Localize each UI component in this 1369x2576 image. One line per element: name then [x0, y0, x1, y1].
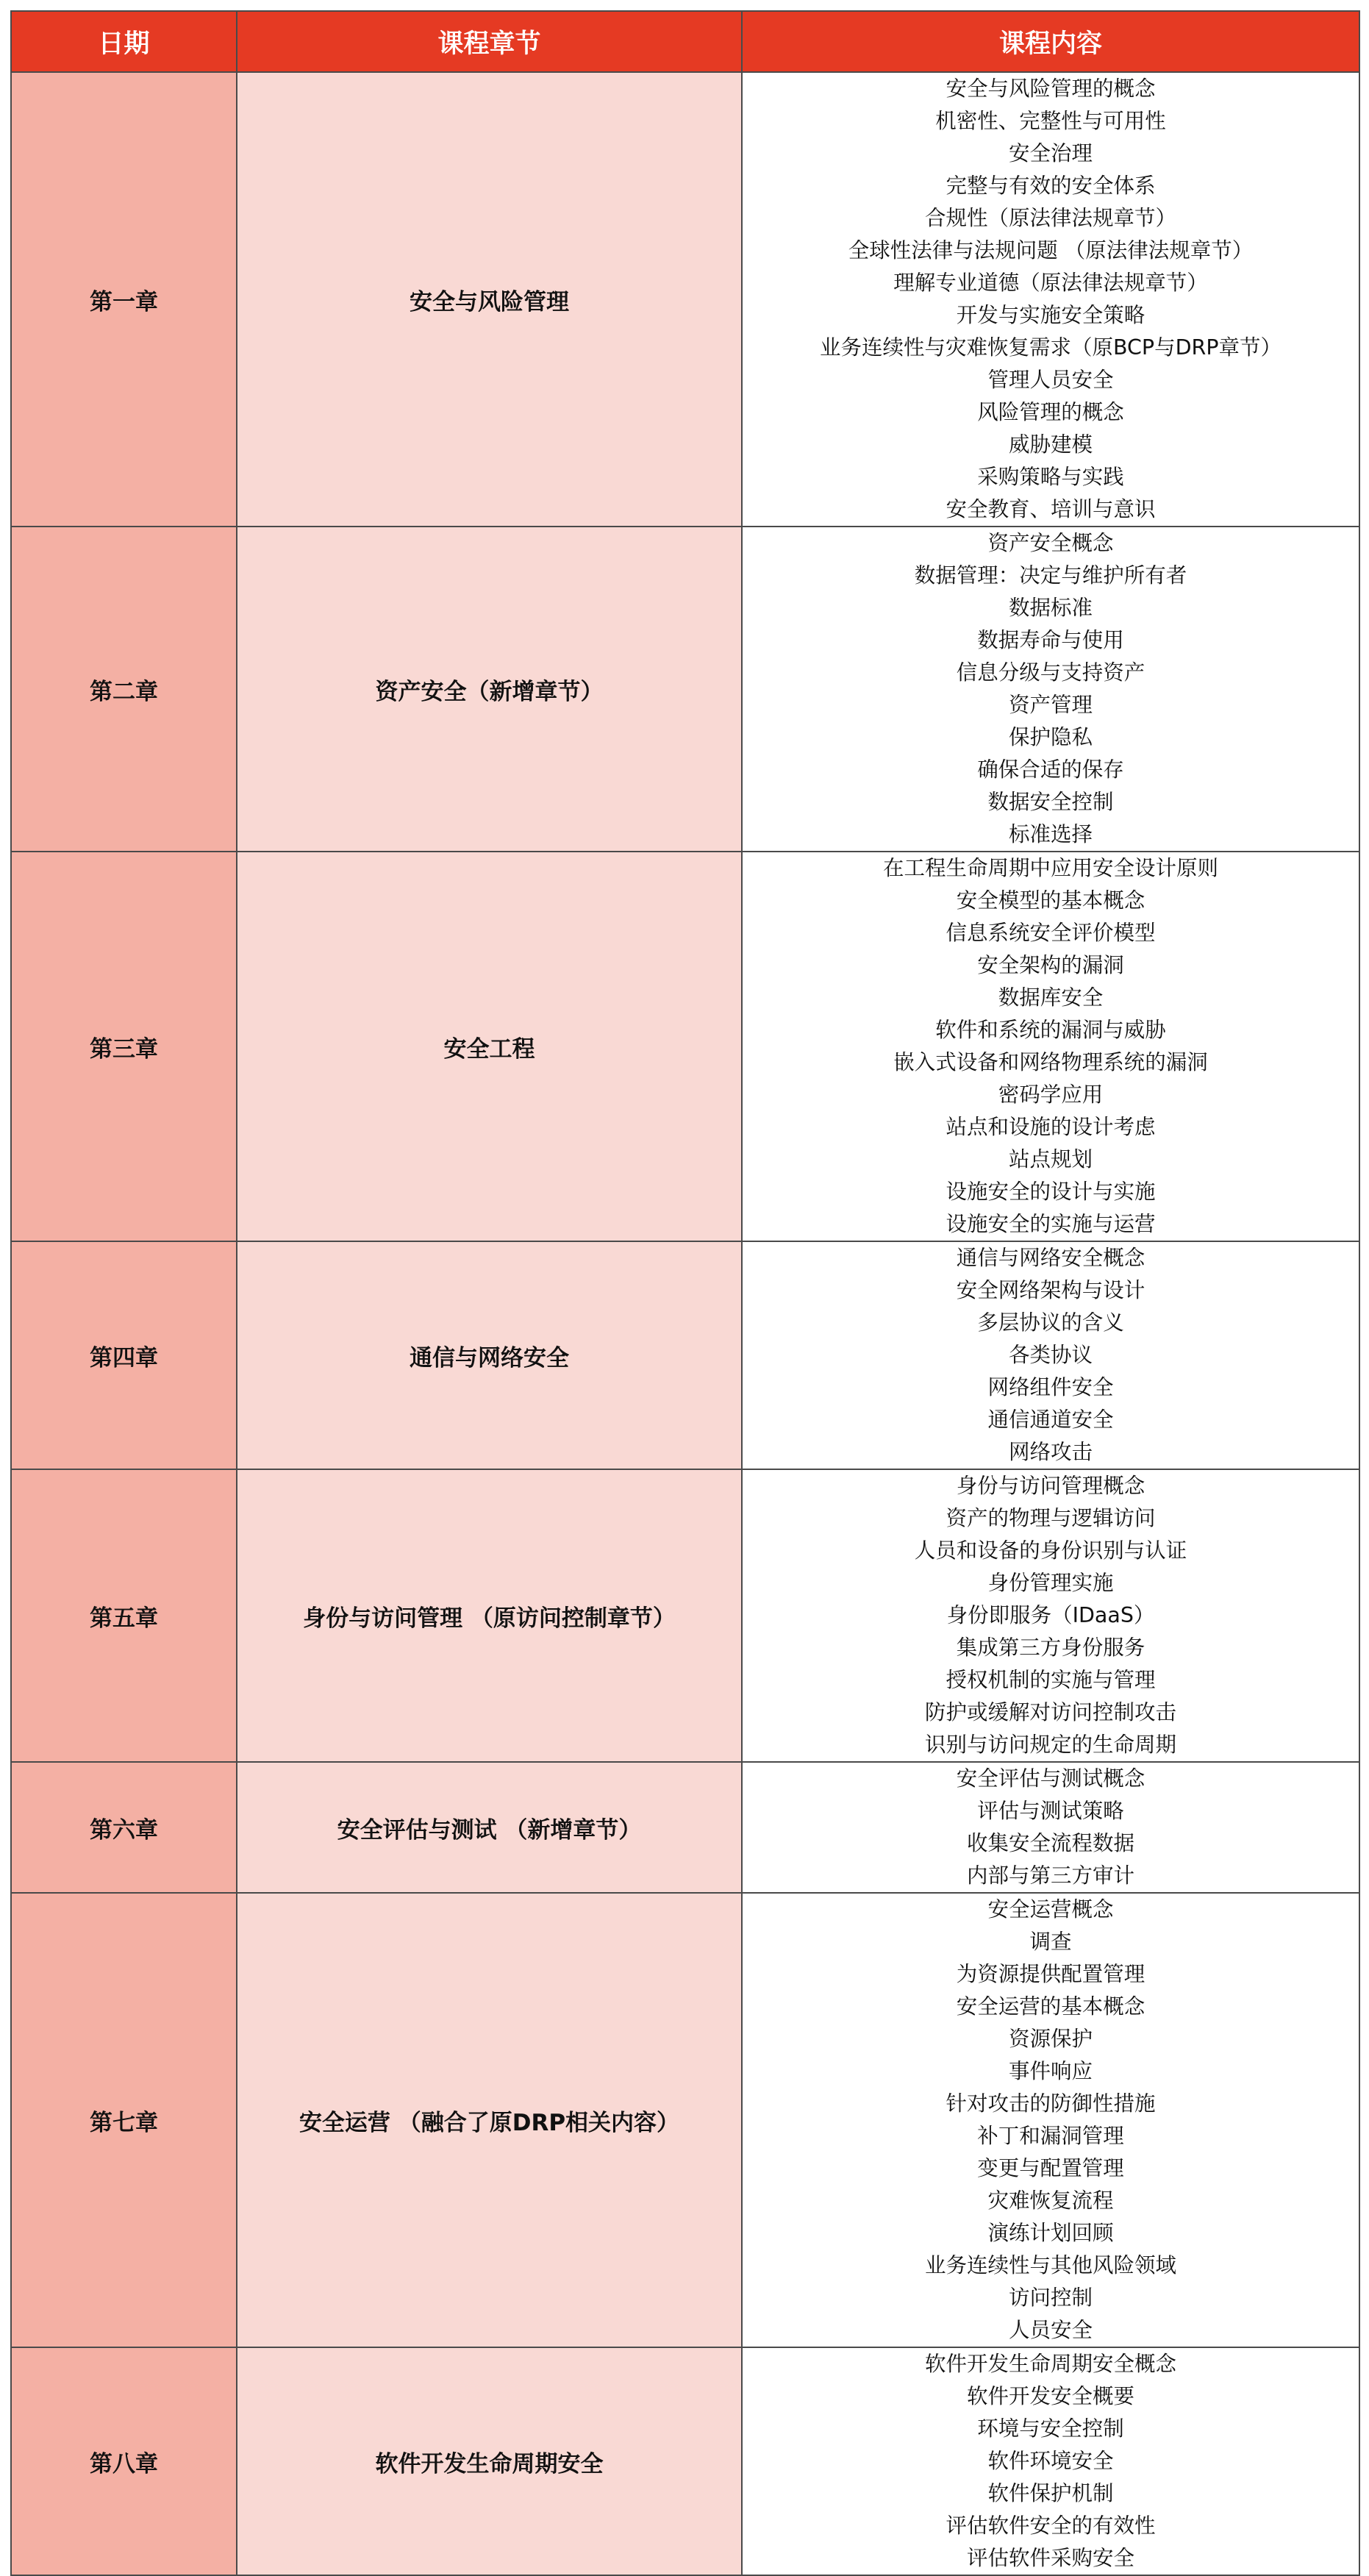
content-item: 威胁建模	[1008, 432, 1093, 457]
day-cell: 第一章	[11, 72, 237, 527]
content-item: 通信与网络安全概念	[956, 1246, 1145, 1270]
content-cell	[742, 1893, 1359, 2347]
content-item: 嵌入式设备和网络物理系统的漏洞	[893, 1050, 1208, 1074]
content-item: 密码学应用	[998, 1082, 1104, 1107]
content-item: 安全治理	[1008, 141, 1093, 165]
content-item: 数据安全控制	[987, 790, 1114, 814]
content-item: 设施安全的实施与运营	[946, 1212, 1156, 1236]
content-item: 在工程生命周期中应用安全设计原则	[882, 856, 1218, 880]
content-item: 数据标准	[1008, 596, 1093, 620]
table-row	[11, 852, 1359, 1241]
chapter-cell: 安全与风险管理	[237, 72, 742, 527]
header-content: 课程内容	[742, 11, 1359, 72]
content-item: 管理人员安全	[987, 368, 1114, 392]
table-row	[11, 72, 1359, 527]
content-item: 全球性法律与法规问题 （原法律法规章节）	[848, 238, 1254, 263]
content-item: 理解专业道德（原法律法规章节）	[893, 271, 1208, 295]
content-item: 演练计划回顾	[987, 2221, 1114, 2245]
content-item: 多层协议的含义	[977, 1310, 1124, 1335]
content-item: 采购策略与实践	[977, 465, 1124, 489]
content-cell	[742, 1762, 1359, 1893]
content-item: 安全教育、培训与意识	[946, 497, 1156, 521]
content-item: 风险管理的概念	[977, 400, 1124, 424]
table-row	[11, 527, 1359, 852]
day-cell: 第七章	[11, 1893, 237, 2347]
chapter-cell: 安全工程	[237, 852, 742, 1241]
content-item: 调查	[1029, 1930, 1072, 1954]
content-item: 授权机制的实施与管理	[946, 1668, 1156, 1692]
content-item: 评估软件采购安全	[966, 2546, 1134, 2570]
chapter-cell: 资产安全（新增章节）	[237, 527, 742, 852]
content-item: 业务连续性与其他风险领域	[924, 2253, 1176, 2277]
content-item: 安全架构的漏洞	[977, 953, 1124, 977]
content-item: 集成第三方身份服务	[956, 1635, 1145, 1660]
chapter-cell: 安全运营 （融合了原DRP相关内容）	[237, 1893, 742, 2347]
content-item: 信息系统安全评价模型	[946, 921, 1156, 945]
content-item: 开发与实施安全策略	[956, 303, 1145, 327]
content-item: 评估软件安全的有效性	[946, 2513, 1156, 2538]
content-item: 访问控制	[1008, 2286, 1093, 2310]
content-item: 身份即服务（IDaaS）	[946, 1603, 1155, 1627]
course-outline-table	[10, 10, 1360, 2576]
content-item: 资产安全概念	[987, 531, 1114, 555]
content-item: 软件保护机制	[987, 2481, 1114, 2505]
content-item: 灾难恢复流程	[987, 2188, 1114, 2213]
content-item: 身份管理实施	[987, 1571, 1114, 1595]
content-item: 数据管理：决定与维护所有者	[914, 563, 1187, 588]
day-cell: 第四章	[11, 1241, 237, 1469]
content-item: 业务连续性与灾难恢复需求（原BCP与DRP章节）	[819, 335, 1282, 360]
content-cell	[742, 1469, 1359, 1762]
content-item: 防护或缓解对访问控制攻击	[924, 1700, 1176, 1724]
content-item: 安全运营概念	[987, 1897, 1114, 1922]
content-cell	[742, 1241, 1359, 1469]
content-item: 身份与访问管理概念	[956, 1474, 1145, 1498]
table-row	[11, 1241, 1359, 1469]
content-item: 人员和设备的身份识别与认证	[914, 1538, 1187, 1563]
content-item: 资产管理	[1008, 693, 1093, 717]
chapter-cell: 通信与网络安全	[237, 1241, 742, 1469]
content-item: 完整与有效的安全体系	[946, 174, 1156, 198]
content-item: 安全与风险管理的概念	[946, 76, 1156, 101]
header-row	[11, 11, 1359, 72]
chapter-cell: 安全评估与测试 （新增章节）	[237, 1762, 742, 1893]
content-item: 信息分级与支持资产	[956, 660, 1145, 685]
content-item: 资产的物理与逻辑访问	[946, 1506, 1156, 1530]
content-item: 数据库安全	[998, 985, 1104, 1010]
day-cell: 第八章	[11, 2347, 237, 2575]
content-item: 评估与测试策略	[977, 1799, 1124, 1823]
content-item: 安全运营的基本概念	[956, 1994, 1145, 2019]
content-item: 软件和系统的漏洞与威胁	[935, 1018, 1166, 1042]
content-item: 确保合适的保存	[977, 757, 1124, 782]
content-item: 针对攻击的防御性措施	[946, 2091, 1156, 2116]
content-item: 收集安全流程数据	[966, 1831, 1134, 1855]
table-row	[11, 2347, 1359, 2575]
content-item: 网络攻击	[1008, 1440, 1093, 1464]
chapter-cell: 身份与访问管理 （原访问控制章节）	[237, 1469, 742, 1762]
day-cell: 第五章	[11, 1469, 237, 1762]
content-item: 人员安全	[1008, 2318, 1093, 2342]
chapter-cell: 软件开发生命周期安全	[237, 2347, 742, 2575]
content-item: 数据寿命与使用	[977, 628, 1124, 652]
day-cell: 第六章	[11, 1762, 237, 1893]
table-row	[11, 1469, 1359, 1762]
content-item: 标准选择	[1008, 822, 1093, 846]
content-item: 机密性、完整性与可用性	[935, 109, 1166, 133]
content-item: 保护隐私	[1008, 725, 1093, 749]
content-item: 安全模型的基本概念	[956, 888, 1145, 913]
header-date: 日期	[11, 11, 237, 72]
content-item: 事件响应	[1008, 2059, 1093, 2083]
content-item: 站点规划	[1008, 1147, 1093, 1171]
content-item: 内部与第三方审计	[966, 1863, 1134, 1888]
content-item: 安全网络架构与设计	[956, 1278, 1145, 1302]
day-cell: 第二章	[11, 527, 237, 852]
content-item: 设施安全的设计与实施	[946, 1180, 1156, 1204]
content-cell	[742, 852, 1359, 1241]
content-item: 识别与访问规定的生命周期	[924, 1733, 1176, 1757]
content-cell	[742, 527, 1359, 852]
content-item: 软件开发安全概要	[966, 2384, 1134, 2408]
content-item: 合规性（原法律法规章节）	[924, 206, 1176, 230]
content-item: 变更与配置管理	[977, 2156, 1124, 2180]
content-item: 环境与安全控制	[977, 2416, 1124, 2441]
table-row	[11, 1762, 1359, 1893]
header-chapter: 课程章节	[237, 11, 742, 72]
content-item: 为资源提供配置管理	[956, 1962, 1145, 1986]
content-item: 资源保护	[1008, 2027, 1093, 2051]
content-item: 网络组件安全	[987, 1375, 1114, 1399]
day-cell: 第三章	[11, 852, 237, 1241]
content-item: 补丁和漏洞管理	[977, 2124, 1124, 2148]
content-item: 软件环境安全	[987, 2449, 1114, 2473]
content-item: 各类协议	[1008, 1343, 1093, 1367]
table-row	[11, 1893, 1359, 2347]
content-item: 安全评估与测试概念	[956, 1766, 1145, 1791]
content-item: 站点和设施的设计考虑	[946, 1115, 1156, 1139]
content-item: 通信通道安全	[987, 1407, 1114, 1432]
content-cell	[742, 2347, 1359, 2575]
content-item: 软件开发生命周期安全概念	[924, 2352, 1176, 2376]
content-cell	[742, 72, 1359, 527]
